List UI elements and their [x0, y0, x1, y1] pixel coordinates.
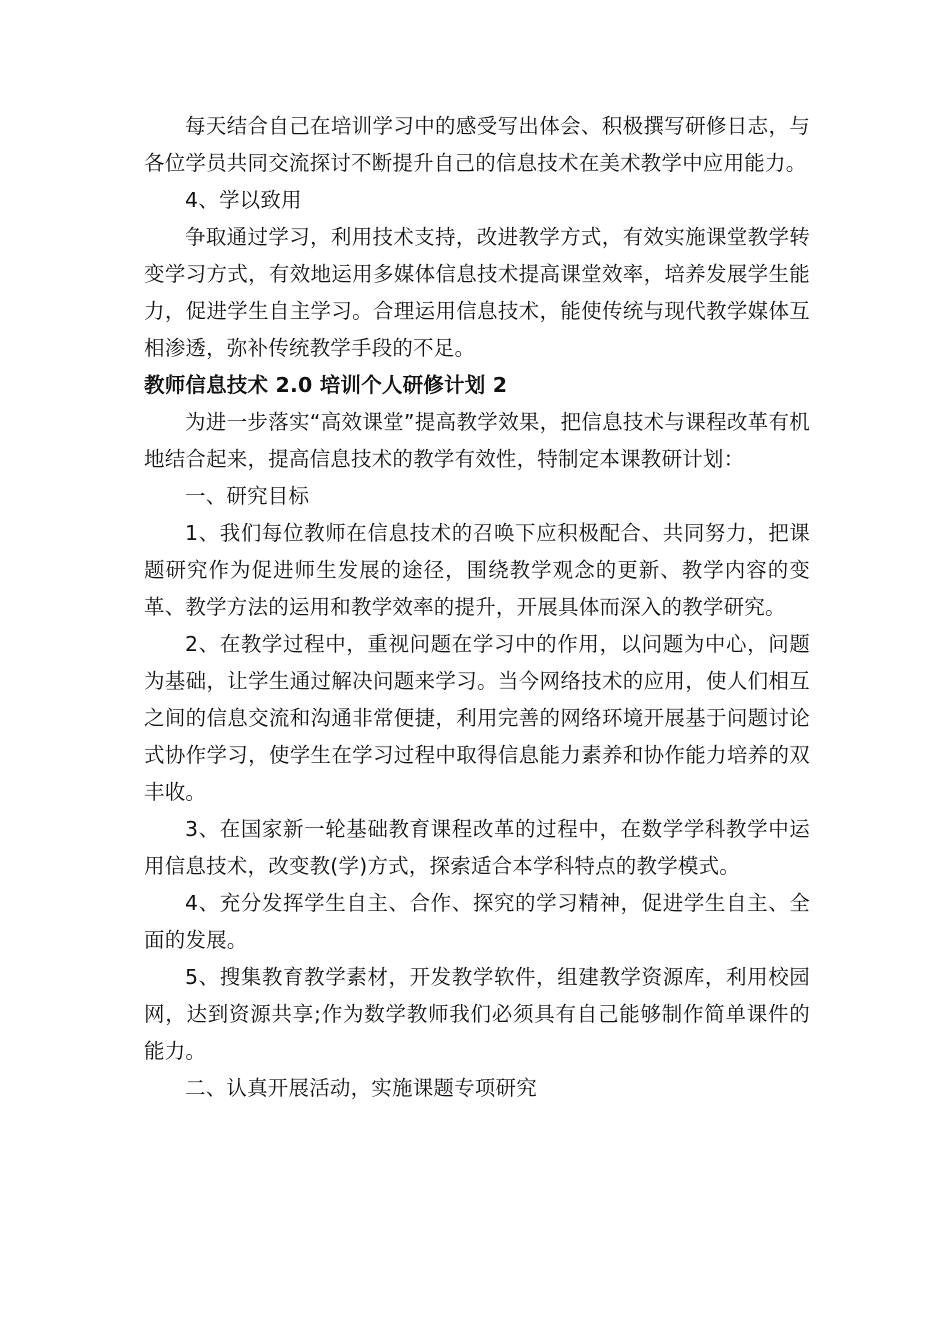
- document-page: [144, 108, 810, 1107]
- paragraph: 1、我们每位教师在信息技术的召唤下应积极配合、共同努力，把课题研究作为促进师生发展的途径，围绕教学观念的更新、教学内容的变革、教学方法的运用和教学效率的提升，开展具体而深入的教学研究。: [144, 521, 810, 619]
- paragraph: 3、在国家新一轮基础教育课程改革的过程中，在数学学科教学中运用信息技术，改变教(学)方式，探索适合本学科特点的教学模式。: [144, 817, 810, 878]
- paragraph: 4、充分发挥学生自主、合作、探究的学习精神，促进学生自主、全面的发展。: [144, 891, 810, 952]
- paragraph: 2、在教学过程中，重视问题在学习中的作用，以问题为中心，问题为基础，让学生通过解决问题来学习。当今网络技术的应用，使人们相互之间的信息交流和沟通非常便捷，利用完善的网络环境开展基于问题讨论式协作学习，使学生在学习过程中取得信息能力素养和协作能力培养的双丰收。: [144, 632, 810, 804]
- paragraph: 争取通过学习，利用技术支持，改进教学方式，有效实施课堂教学转变学习方式，有效地运用多媒体信息技术提高课堂效率，培养发展学生能力，促进学生自主学习。合理运用信息技术，能使传统与现代教学媒体互相渗透，弥补传统教学手段的不足。: [144, 225, 810, 360]
- section-title: 一、研究目标: [185, 484, 310, 508]
- paragraph: 每天结合自己在培训学习中的感受写出体会、积极撰写研修日志，与各位学员共同交流探讨不断提升自己的信息技术在美术教学中应用能力。: [144, 114, 810, 175]
- section-item-title: 4、学以致用: [185, 188, 302, 212]
- section-title: 二、认真开展活动，实施课题专项研究: [185, 1076, 537, 1100]
- document-heading: 教师信息技术 2.0 培训个人研修计划 2: [144, 373, 508, 397]
- paragraph: 为进一步落实“高效课堂”提高教学效果，把信息技术与课程改革有机地结合起来，提高信息技术的教学有效性，特制定本课教研计划：: [144, 410, 810, 471]
- paragraph: 5、搜集教育教学素材，开发教学软件，组建教学资源库，利用校园网，达到资源共享;作为数学教师我们必须具有自己能够制作简单课件的能力。: [144, 965, 810, 1063]
